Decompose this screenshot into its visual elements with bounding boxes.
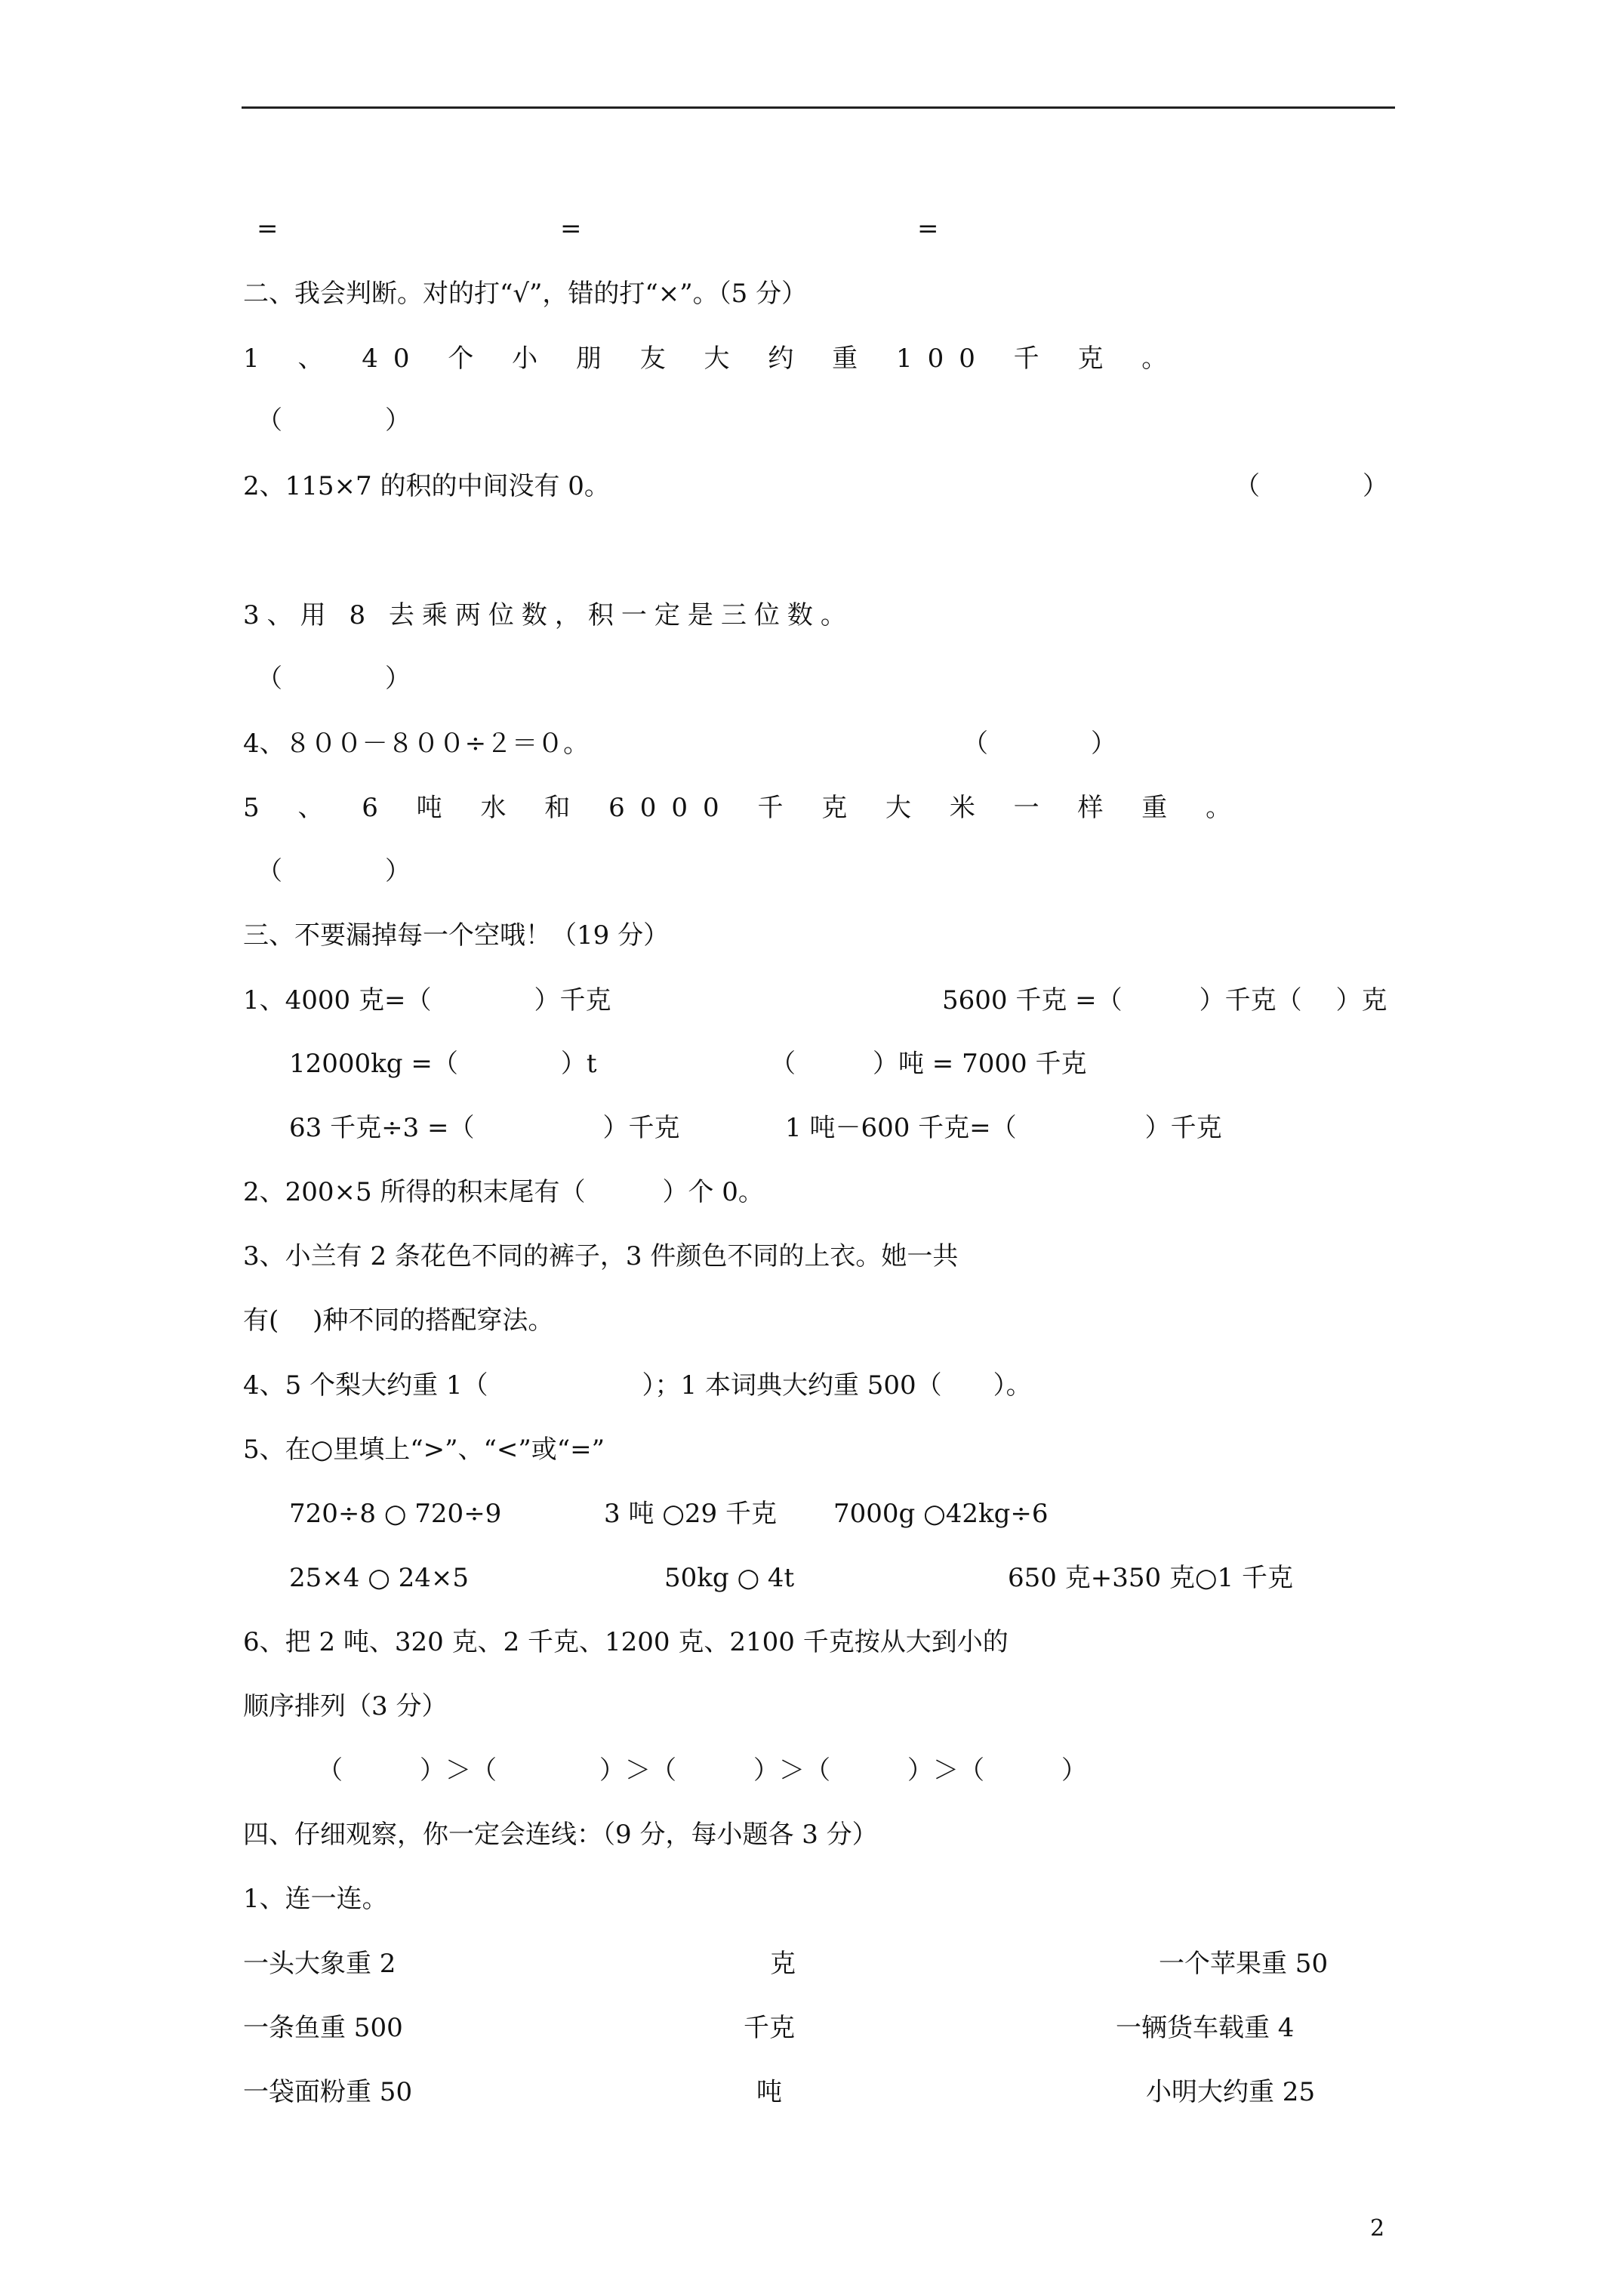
match-left-item[interactable]: 一头大象重 2 (243, 1949, 396, 1979)
answer-bracket-4[interactable]: （ ） (962, 729, 1116, 759)
match-unit-item[interactable]: 千克 (744, 2013, 795, 2043)
answer-bracket-5[interactable]: （ ） (257, 856, 411, 886)
compare-item: 720÷8 ○ 720÷9 (289, 1499, 502, 1529)
question-4: 4、5 个梨大约重 1（ ）；1 本词典大约重 500（ ）。 (243, 1370, 1032, 1401)
compare-item: 7000g ○42kg÷6 (833, 1499, 1049, 1529)
section-4-title: 四、仔细观察，你一定会连线：（9 分，每小题各 3 分） (243, 1820, 878, 1850)
judge-item-3: 3、用 8 去乘两位数，积一定是三位数。 (243, 600, 854, 630)
question-3-line-1: 3、小兰有 2 条花色不同的裤子，3 件颜色不同的上衣。她一共 (243, 1241, 959, 1271)
judge-item-1: 1 、 40 个 小 朋 友 大 约 重 100 千 克 。 (243, 344, 1183, 374)
equals-sign: = (257, 214, 279, 244)
match-unit-item[interactable]: 吨 (756, 2077, 782, 2107)
fill-blank-ton: （ ）吨 = 7000 千克 (770, 1049, 1087, 1079)
order-answer-row: （ ）＞（ ）＞（ ）＞（ ）＞（ ） (317, 1755, 1087, 1786)
match-right-item[interactable]: 一个苹果重 50 (1159, 1949, 1329, 1979)
question-6-line-1: 6、把 2 吨、320 克、2 千克、1200 克、2100 千克按从大到小的 (243, 1627, 1009, 1657)
fill-blank-subtract: 1 吨－600 千克=（ ）千克 (785, 1113, 1222, 1143)
fill-blank-t: 12000kg =（ ）t (289, 1049, 597, 1079)
judge-item-5: 5 、 6 吨 水 和 6000 千 克 大 米 一 样 重 。 (243, 793, 1247, 823)
match-unit-item[interactable]: 克 (770, 1949, 796, 1979)
match-left-item[interactable]: 一袋面粉重 50 (243, 2077, 413, 2107)
compare-item: 25×4 ○ 24×5 (289, 1563, 470, 1593)
page-number: 2 (1370, 2215, 1385, 2242)
question-5-title: 5、在○里填上“>”、“<”或“=” (243, 1435, 605, 1465)
match-left-item[interactable]: 一条鱼重 500 (243, 2013, 403, 2043)
match-right-item[interactable]: 一辆货车载重 4 (1116, 2013, 1295, 2043)
answer-bracket-3[interactable]: （ ） (257, 664, 411, 694)
header-rule (242, 106, 1395, 109)
matching-subtitle: 1、连一连。 (243, 1884, 388, 1914)
fill-blank-divide: 63 千克÷3 =（ ）千克 (289, 1113, 680, 1143)
compare-item: 650 克+350 克○1 千克 (1008, 1563, 1294, 1593)
compare-item: 50kg ○ 4t (664, 1563, 795, 1593)
match-right-item[interactable]: 小明大约重 25 (1146, 2077, 1316, 2107)
question-6-line-2: 顺序排列（3 分） (243, 1691, 448, 1721)
answer-bracket-1[interactable]: （ ） (257, 405, 411, 436)
fill-blank-kg-g: 5600 千克 =（ ）千克（ ）克 (942, 985, 1387, 1015)
equals-sign: = (560, 214, 582, 244)
judge-item-2: 2、115×7 的积的中间没有 0。 (243, 471, 610, 501)
answer-bracket-2[interactable]: （ ） (1234, 471, 1388, 501)
section-2-title: 二、我会判断。对的打“√”，错的打“×”。（5 分） (243, 279, 808, 309)
fill-blank-kg: 1、4000 克=（ ）千克 (243, 985, 611, 1015)
section-3-title: 三、不要漏掉每一个空哦！（19 分） (243, 920, 670, 951)
equals-sign: = (917, 214, 939, 244)
question-2: 2、200×5 所得的积末尾有（ ）个 0。 (243, 1177, 764, 1207)
judge-item-4: 4、８００－８００÷２＝０。 (243, 729, 590, 759)
compare-item: 3 吨 ○29 千克 (604, 1499, 777, 1529)
question-3-line-2: 有( )种不同的搭配穿法。 (243, 1305, 554, 1336)
